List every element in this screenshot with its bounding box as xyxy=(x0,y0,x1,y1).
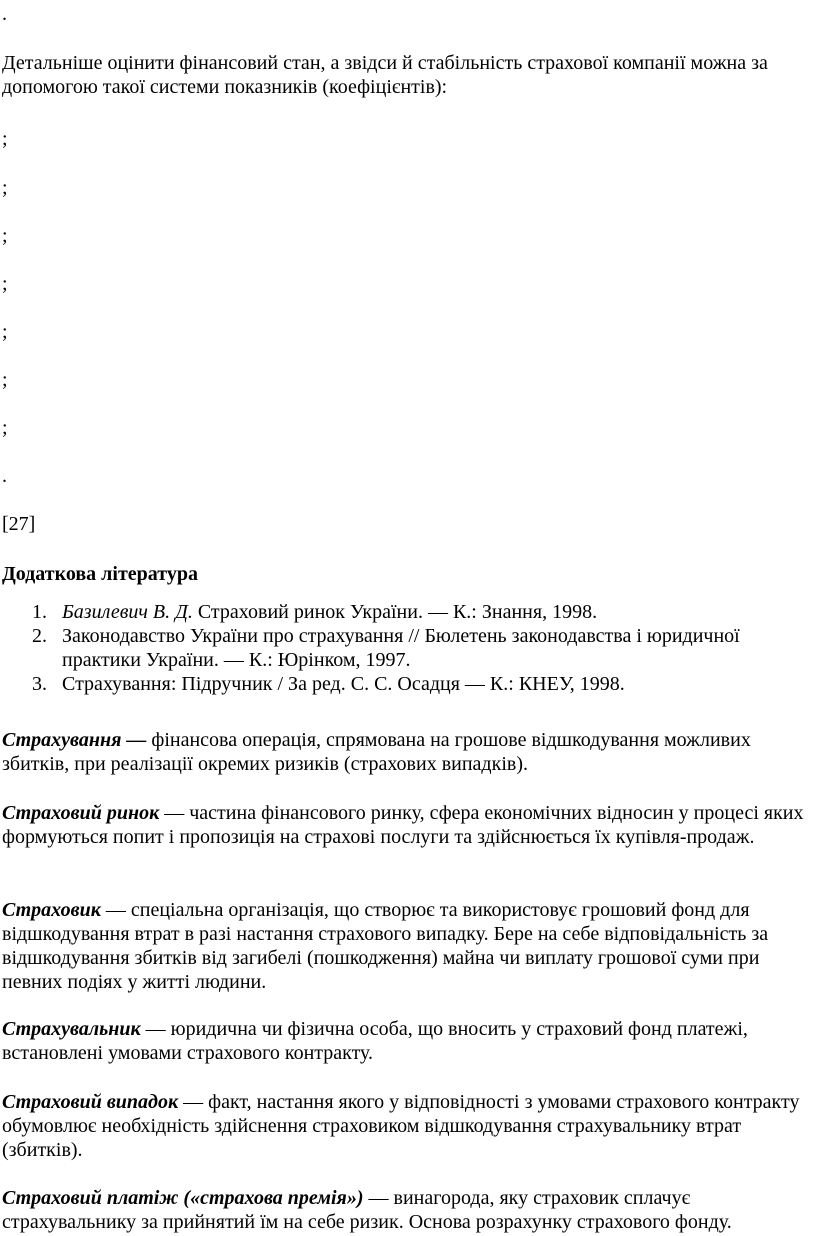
semicolon-3: ; xyxy=(2,225,8,247)
definition-text: — юридична чи фізична особа, що вносить у страховий фонд платежі, встановлені умовами страхового контракту. xyxy=(2,1018,748,1064)
literature-text: Страховий ринок України. — К.: Знання, 1998. xyxy=(192,601,598,623)
end-dot: . xyxy=(2,465,7,487)
definition-term: Страховий платіж («страхова премія») xyxy=(2,1187,364,1209)
definition-paragraph xyxy=(2,1017,806,1065)
reference-marker: [27] xyxy=(2,513,36,535)
definition-paragraph xyxy=(2,1186,806,1234)
semicolon-5: ; xyxy=(2,321,8,343)
semicolon-1: ; xyxy=(2,128,8,150)
definition-text: — спеціальна організація, що створює та використовує грошовий фонд для відшкодування втрат в разі настання страхового випадку. Бере на себе відповідальність за відшкодування збитків від загибелі (пошкодження) майна чи виплату грошової суми при певних подіях у житті людини. xyxy=(2,899,769,993)
definition-paragraph xyxy=(2,801,806,849)
definition-paragraph xyxy=(2,1090,806,1162)
definition-term: Страховик xyxy=(2,899,101,921)
literature-item xyxy=(62,672,802,696)
definition-text: фінансова операція, спрямована на грошове відшкодування можливих збитків, при реалізації окремих ризиків (страхових випадків). xyxy=(2,729,751,775)
literature-item xyxy=(62,600,802,624)
literature-list xyxy=(0,600,802,696)
literature-item xyxy=(62,624,802,672)
definition-term: Страховий ринок xyxy=(2,802,160,824)
literature-text: Законодавство України про страхування // Бюлетень законодавства і юридичної практики України. — К.: Юрінком, 1997. xyxy=(62,625,740,671)
definition-term: Страхування — xyxy=(2,729,147,751)
top-dot: . xyxy=(2,3,7,25)
literature-text: Страхування: Підручник / За ред. С. С. Осадця — К.: КНЕУ, 1998. xyxy=(62,673,625,695)
definition-text: — винагорода, яку страховик сплачує страхувальнику за прийнятий їм на себе ризик. Основа розрахунку страхового фонду. xyxy=(2,1187,732,1233)
semicolon-2: ; xyxy=(2,177,8,199)
definition-term: Страховий випадок xyxy=(2,1091,179,1113)
semicolon-7: ; xyxy=(2,417,8,439)
definition-text: — частина фінансового ринку, сфера економічних відносин у процесі яких формуються попит і пропозиція на страхові послуги та здійснюється їх купівля-продаж. xyxy=(2,802,804,848)
literature-heading: Додаткова література xyxy=(2,563,198,585)
definition-text: — факт, настання якого у відповідності з умовами страхового контракту обумовлює необхідність здійснення страховиком відшкодування страхувальнику втрат (збитків). xyxy=(2,1091,800,1161)
definition-paragraph xyxy=(2,898,806,994)
semicolon-4: ; xyxy=(2,273,8,295)
definition-paragraph xyxy=(2,728,806,776)
definition-term: Страхувальник xyxy=(2,1018,141,1040)
literature-author: Базилевич В. Д. xyxy=(62,601,193,623)
semicolon-6: ; xyxy=(2,369,8,391)
intro-paragraph: Детальніше оцінити фінансовий стан, а звідси й стабільність страхової компанії можна за допомогою такої системи показників (коефіцієнтів): xyxy=(2,52,768,98)
